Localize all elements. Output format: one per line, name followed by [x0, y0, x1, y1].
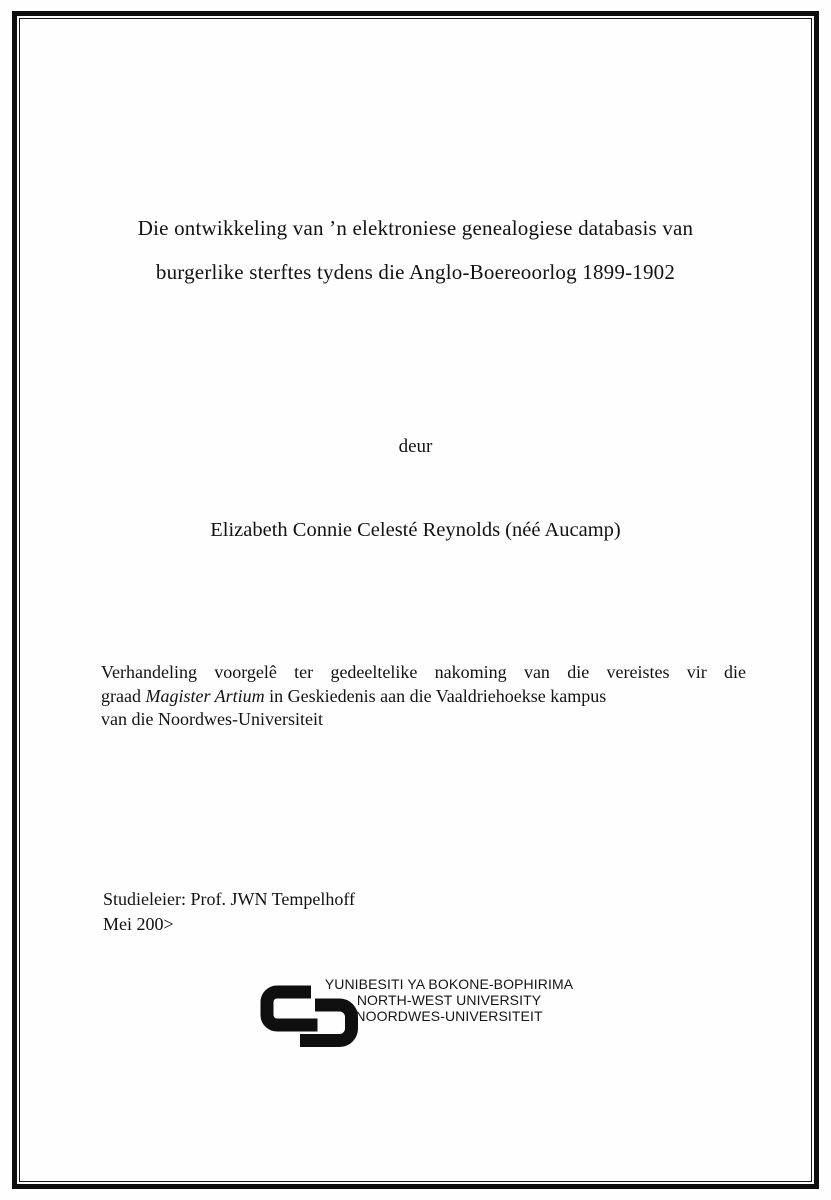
submission-line2-prefix: graad [101, 685, 146, 706]
university-name-setswana: YUNIBESITI YA BOKONE-BOPHIRIMA [324, 976, 574, 992]
supervisor-block [103, 887, 355, 937]
submission-line1: Verhandeling voorgelê ter gedeeltelike nakoming van die vereistes vir die [101, 662, 746, 682]
degree-name: Magister Artium [145, 685, 265, 706]
submission-statement [101, 661, 746, 732]
supervisor-line: Studieleier: Prof. JWN Tempelhoff [103, 889, 356, 909]
date-line: Mei 200> [103, 914, 174, 934]
submission-line2-suffix: in Geskiedenis aan die Vaaldriehoekse kampus [264, 685, 607, 706]
byline-label: deur [398, 436, 433, 457]
thesis-title-line1: Die ontwikkeling van ’n elektroniese genealogiese databasis van [137, 216, 694, 240]
university-name-block [316, 976, 582, 1025]
thesis-title [60, 206, 771, 294]
university-name-english: NORTH-WEST UNIVERSITY [356, 992, 542, 1009]
university-name-afrikaans: NOORDWES-UNIVERSITEIT [355, 1008, 543, 1025]
thesis-title-line2: burgerlike sterftes tydens die Anglo-Boereoorlog 1899-1902 [155, 260, 676, 284]
submission-line2 [101, 685, 746, 709]
submission-line3: van die Noordwes-Universiteit [101, 709, 323, 729]
author-name: Elizabeth Connie Celesté Reynolds (néé Aucamp) [210, 519, 621, 541]
